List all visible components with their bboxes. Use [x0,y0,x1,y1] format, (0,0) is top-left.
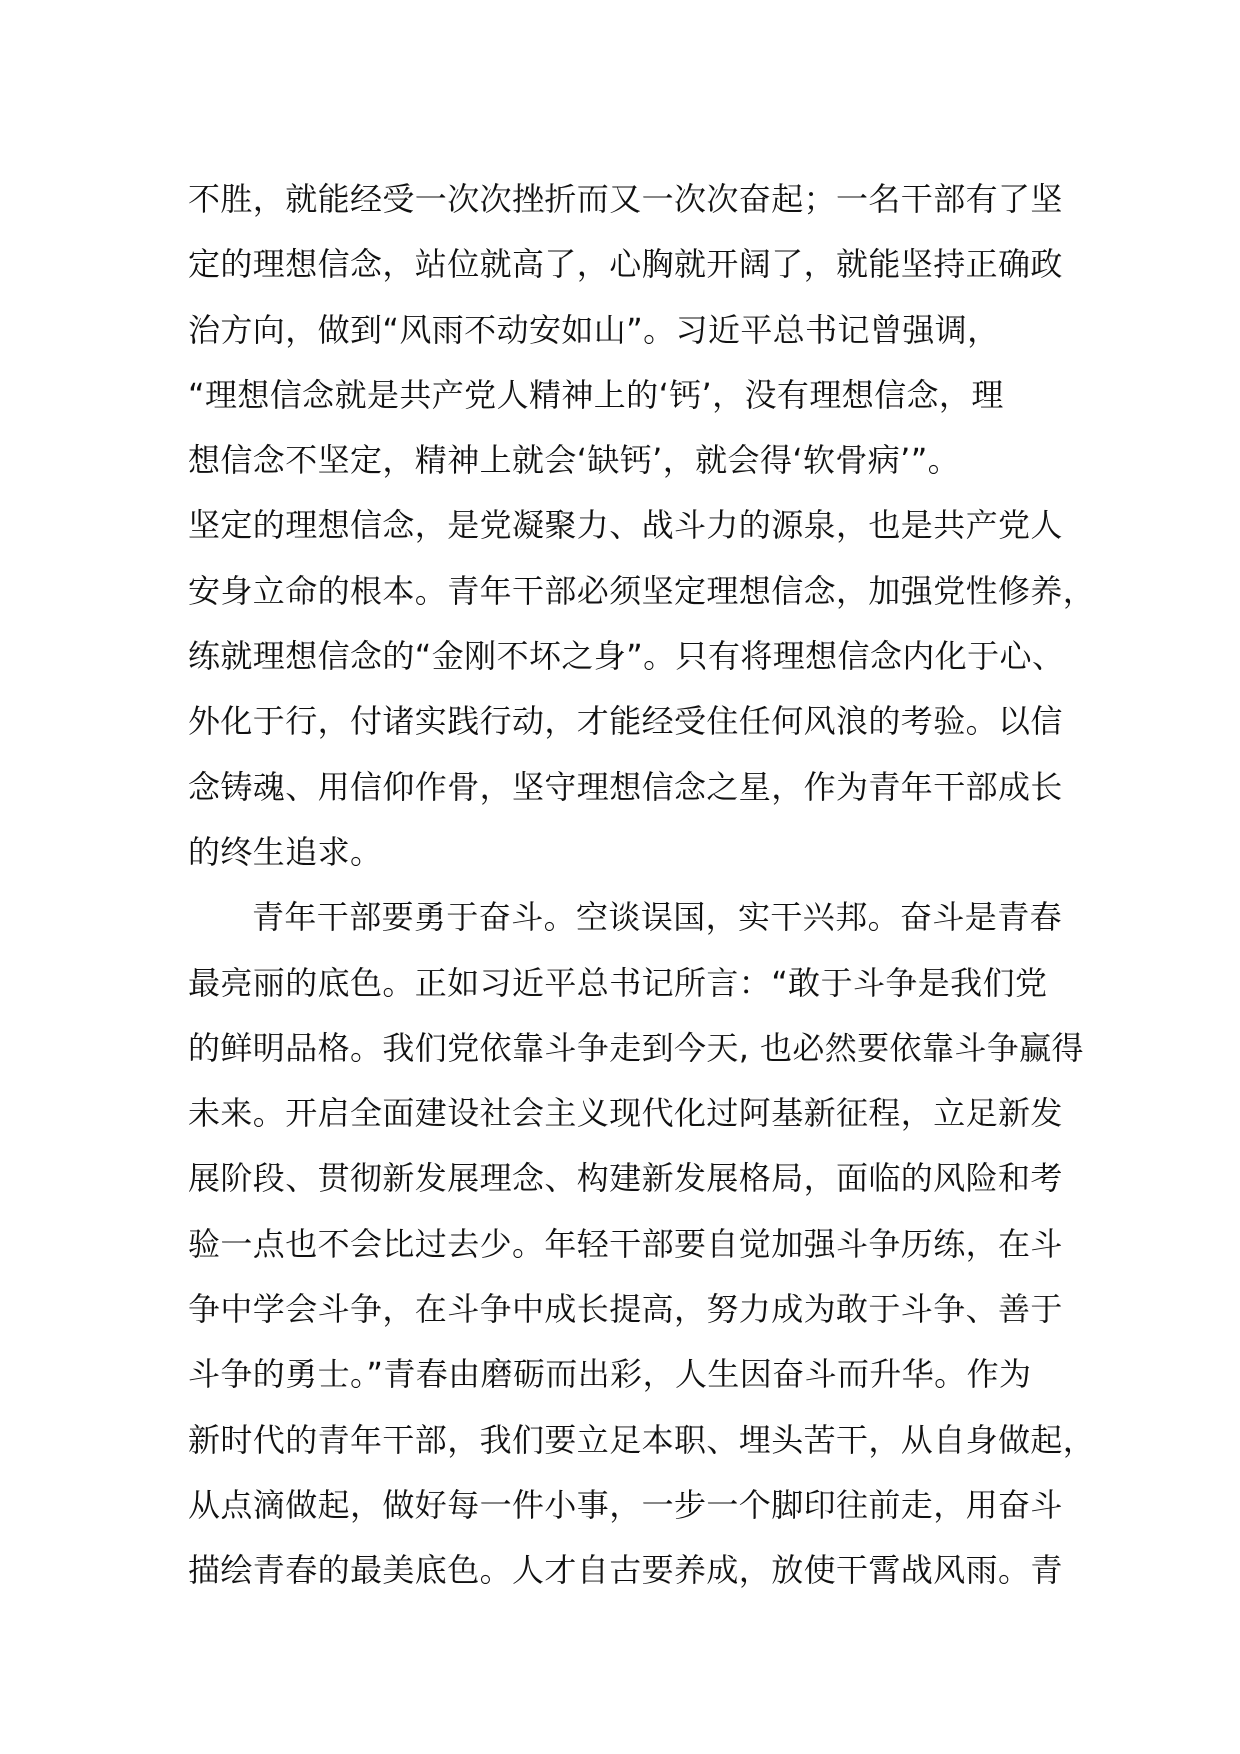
text-line: 最亮丽的底色。正如习近平总书记所言：“敢于斗争是我们党 [188,963,1048,1002]
text-line: 的终生追求。 [188,832,383,871]
body-text [188,167,1096,1604]
text-line: 的鲜明品格。我们党依靠斗争走到今天, 也必然要依靠斗争赢得 [188,1028,1084,1067]
text-line: 外化于行，付诸实践行动，才能经受住任何风浪的考验。以信 [188,702,1063,741]
text-line: 验一点也不会比过去少。年轻干部要自觉加强斗争历练，在斗 [188,1224,1063,1263]
text-line: 坚定的理想信念，是党凝聚力、战斗力的源泉，也是共产党人 [188,506,1063,545]
text-line: 治方向，做到“风雨不动安如山”。习近平总书记曾强调， [188,310,1000,349]
paragraph-first-line: 青年干部要勇于奋斗。空谈误国，实干兴邦。奋斗是青春 [252,898,1063,937]
text-line: 定的理想信念，站位就高了，心胸就开阔了，就能坚持正确政 [188,245,1063,284]
text-line: 不胜，就能经受一次次挫折而又一次次奋起；一名干部有了坚 [188,180,1063,218]
text-line: 安身立命的根本。青年干部必须坚定理想信念，加强党性修养， [188,571,1096,610]
text-line: 念铸魂、用信仰作骨，坚守理想信念之星，作为青年干部成长 [188,767,1063,806]
text-line: 描绘青春的最美底色。人才自古要养成，放使干霄战风雨。青 [188,1551,1063,1590]
text-line: 新时代的青年干部，我们要立足本职、埋头苦干，从自身做起， [188,1420,1096,1459]
text-line: 未来。开启全面建设社会主义现代化过阿基新征程，立足新发 [188,1094,1063,1133]
text-line: 从点滴做起，做好每一件小事，一步一个脚印往前走，用奋斗 [188,1485,1063,1524]
text-line: 练就理想信念的“金刚不坏之身”。只有将理想信念内化于心、 [188,637,1065,676]
text-line: “理想信念就是共产党人精神上的‘钙’，没有理想信念，理 [188,375,1004,414]
text-line: 想信念不坚定，精神上就会‘缺钙’，就会得‘软骨病’”。 [188,441,961,480]
text-line: 展阶段、贯彻新发展理念、构建新发展格局，面临的风险和考 [188,1159,1063,1198]
text-line: 争中学会斗争，在斗争中成长提高，努力成为敢于斗争、善于 [188,1290,1063,1329]
text-line: 斗争的勇士。”青春由磨砺而出彩，人生因奋斗而升华。作为 [188,1355,1032,1394]
